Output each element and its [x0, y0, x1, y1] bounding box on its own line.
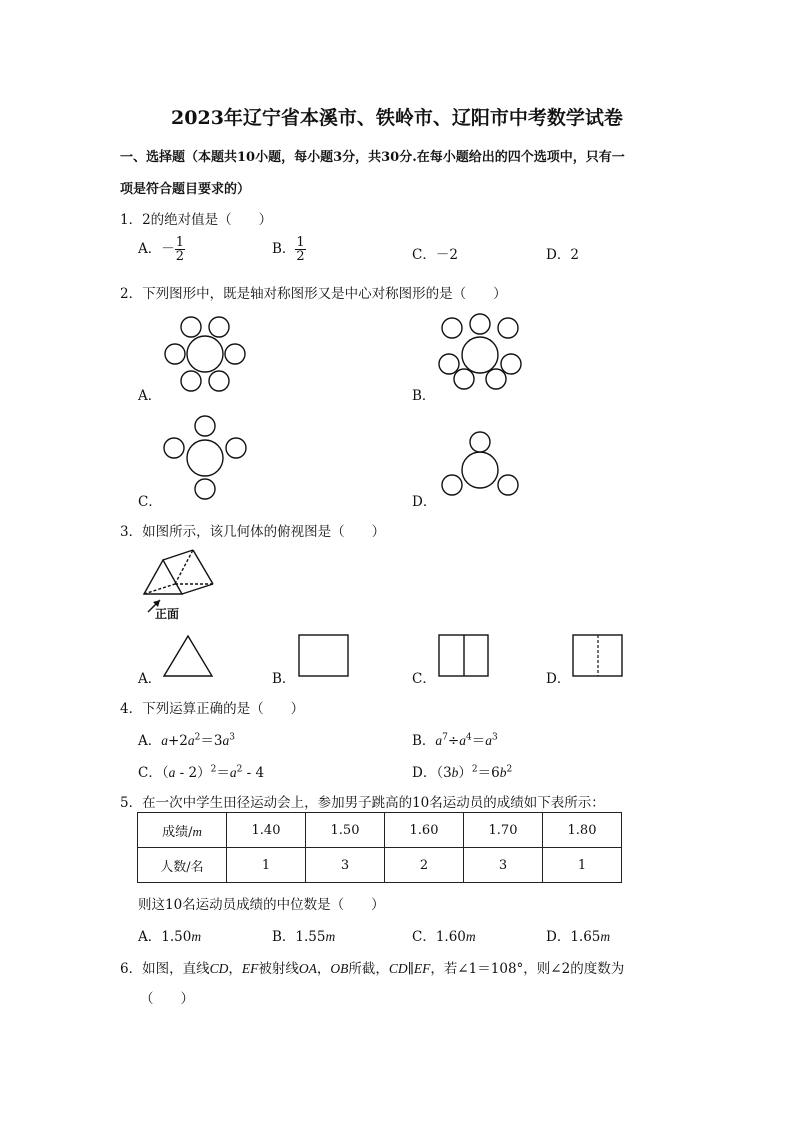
q6-stem-prefix: 6．如图，直线	[120, 961, 210, 977]
q5-followup: 则这10名运动员成绩的中位数是（ ）	[138, 897, 385, 913]
q5-option-b-text: B．1.55	[272, 929, 326, 945]
q3-option-b-label: B．	[272, 671, 296, 687]
q5-option-a	[138, 925, 201, 945]
q4-option-a-label: A．	[138, 733, 162, 749]
q4-option-d: D．$(3b)^2=6b^2$	[412, 764, 513, 781]
table-cell: 1	[227, 848, 306, 883]
q2-figure-b	[435, 310, 525, 395]
q1-option-b	[272, 236, 306, 263]
q5-option-a-text: A．1.50	[138, 929, 192, 945]
score-header-unit: m	[192, 823, 202, 839]
q2-figure-c	[160, 414, 250, 502]
q5-option-c	[412, 925, 476, 945]
table-header-score	[138, 813, 227, 848]
q1-b-denominator: 2	[296, 249, 305, 264]
q1-a-numerator: 1	[175, 235, 185, 250]
score-header-text: 成绩/	[162, 824, 193, 840]
q3-option-d-label: D．	[546, 671, 571, 687]
q5-option-b	[272, 925, 335, 945]
q3-prism-figure	[138, 546, 228, 626]
q1-option-c: C．－2	[412, 247, 458, 263]
q3-figure-c-rectangle-solid-line	[438, 634, 490, 678]
q3-figure-a-triangle	[162, 634, 216, 680]
q4-option-a: A．$a+2a^2=3a^3$	[138, 732, 235, 749]
q3-stem: 3．如图所示，该几何体的俯视图是（ ）	[120, 524, 386, 540]
q3-option-a-label: A．	[138, 671, 162, 687]
exam-title: 2023年辽宁省本溪市、铁岭市、辽阳市中考数学试卷	[171, 107, 623, 129]
q5-option-c-unit: m	[465, 929, 476, 944]
q1-stem: 1．2的绝对值是（ ）	[120, 212, 273, 228]
table-cell: 1.70	[464, 813, 543, 848]
q5-stem: 5．在一次中学生田径运动会上，参加男子跳高的10名运动员的成绩如下表所示：	[120, 795, 605, 811]
q6-stem-line2: （ ）	[140, 991, 194, 1007]
q6-stem-suffix: ，若∠1＝108°，则∠2的度数为	[430, 961, 625, 977]
table-cell: 1.80	[543, 813, 622, 848]
q4-option-b-label: B．	[412, 733, 436, 749]
q2-option-c-label: C．	[138, 494, 162, 510]
q4-stem: 4．下列运算正确的是（ ）	[120, 701, 305, 717]
q5-score-table	[137, 812, 622, 883]
q1-a-denominator: 2	[175, 249, 185, 264]
q2-option-d-label: D．	[412, 494, 437, 510]
q5-option-b-unit: m	[325, 929, 336, 944]
q4-option-b: B．$a^7\div a^4=a^3$	[412, 732, 498, 749]
table-row	[138, 813, 622, 848]
q4-option-d-label: D．	[412, 765, 437, 781]
q1-option-b-fraction	[295, 236, 305, 263]
q5-option-d	[546, 925, 610, 945]
q1-option-d: D．2	[546, 247, 579, 263]
q6-stem-line1: 6．如图，直线CD，EF被射线OA，OB所截，CD∥EF，若∠1＝108°，则∠2的度数为	[120, 961, 625, 977]
table-row	[138, 848, 622, 883]
q1-b-numerator: 1	[296, 235, 305, 250]
q4-option-c-label: C．	[138, 765, 162, 781]
table-cell: 3	[306, 848, 385, 883]
q5-option-d-unit: m	[600, 929, 611, 944]
q5-option-a-unit: m	[191, 929, 202, 944]
q1-option-a-label: A．－	[138, 241, 175, 257]
table-cell: 1.40	[227, 813, 306, 848]
q2-figure-d	[435, 428, 525, 500]
table-cell: 3	[464, 848, 543, 883]
q2-option-b-label: B．	[412, 388, 436, 404]
table-cell: 1.50	[306, 813, 385, 848]
q3-figure-d-rectangle-dashed-line	[572, 634, 624, 678]
q5-option-c-text: C．1.60	[412, 929, 466, 945]
q2-figure-a	[160, 312, 250, 392]
table-header-count: 人数/名	[138, 848, 227, 883]
q5-option-d-text: D．1.65	[546, 929, 601, 945]
q3-front-label: 正面	[155, 607, 180, 621]
q3-figure-b-rectangle	[298, 634, 350, 678]
section-heading-line1: 一、选择题（本题共10小题，每小题3分，共30分.在每小题给出的四个选项中，只有一	[120, 150, 625, 165]
q1-option-a	[138, 236, 185, 263]
q2-option-a-label: A．	[138, 388, 162, 404]
section-heading-line2: 项是符合题目要求的）	[120, 182, 251, 197]
q1-option-b-label: B．	[272, 241, 296, 257]
table-cell: 2	[385, 848, 464, 883]
q2-stem: 2．下列图形中，既是轴对称图形又是中心对称图形的是（ ）	[120, 286, 507, 302]
q3-option-c-label: C．	[412, 671, 436, 687]
q1-option-a-fraction	[175, 236, 185, 263]
table-cell: 1.60	[385, 813, 464, 848]
q4-option-c: C．$(a - 2)^2=a^2 - 4$	[138, 764, 265, 781]
table-cell: 1	[543, 848, 622, 883]
